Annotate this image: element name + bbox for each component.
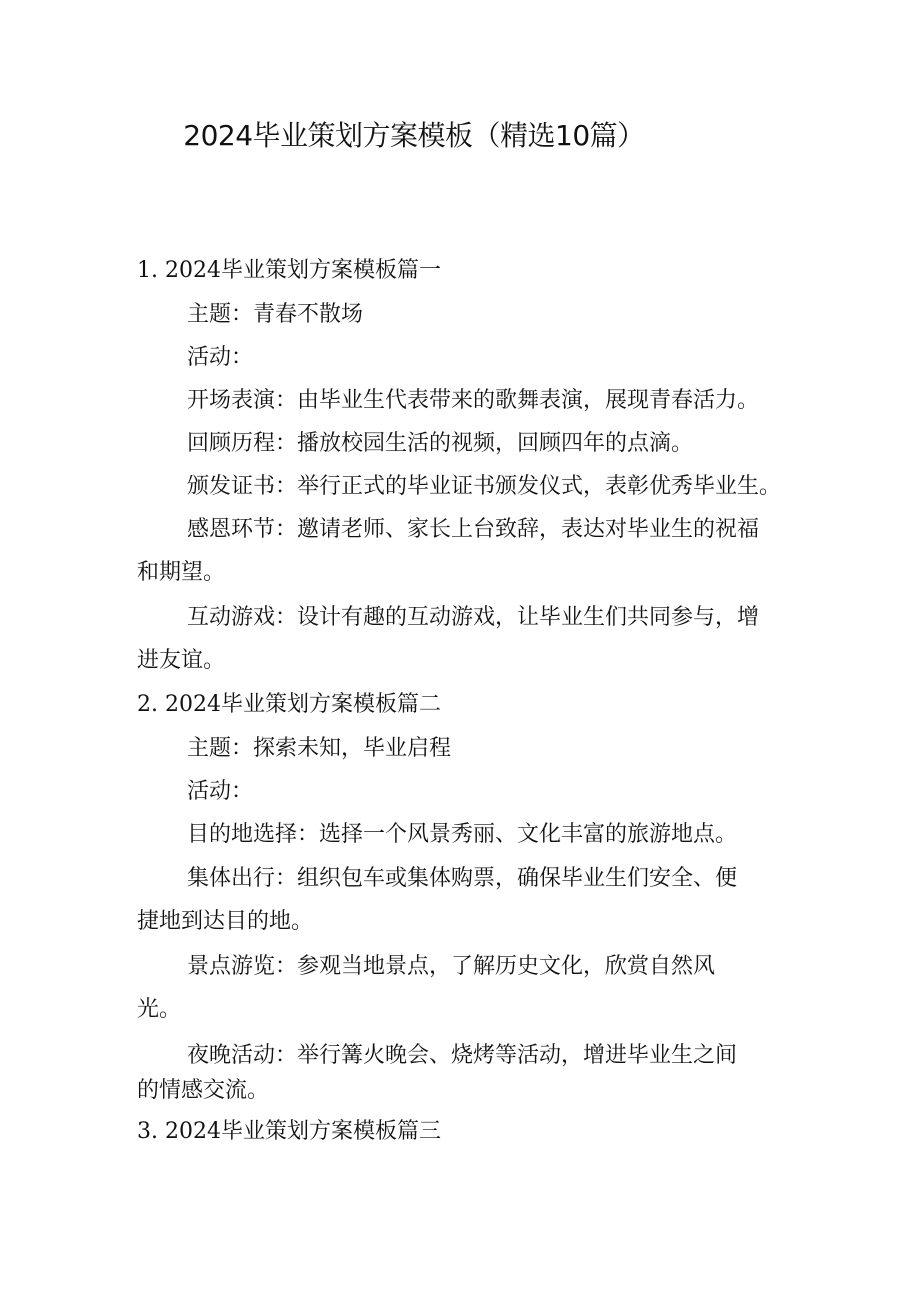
section-heading: 2. 2024毕业策划方案模板篇二 [137,692,441,717]
activities-label: 活动： [187,345,254,370]
paragraph-continuation: 和期望。 [137,560,226,585]
document-title: 2024毕业策划方案模板（精选10篇） [183,119,645,152]
paragraph-line: 目的地选择：选择一个风景秀丽、文化丰富的旅游地点。 [187,822,738,847]
paragraph-line: 颁发证书：举行正式的毕业证书颁发仪式，表彰优秀毕业生。 [187,474,782,499]
paragraph-continuation: 光。 [137,997,182,1022]
section-heading: 3. 2024毕业策划方案模板篇三 [137,1119,441,1144]
paragraph-line: 回顾历程：播放校园生活的视频，回顾四年的点滴。 [187,431,694,456]
theme-line: 主题：青春不散场 [187,302,364,327]
paragraph-line: 开场表演：由毕业生代表带来的歌舞表演，展现青春活力。 [187,388,760,413]
paragraph-continuation: 的情感交流。 [137,1078,270,1103]
paragraph-line: 互动游戏：设计有趣的互动游戏，让毕业生们共同参与，增 [187,605,760,630]
activities-label: 活动： [187,779,254,804]
paragraph-continuation: 进友谊。 [137,648,226,673]
paragraph-line: 景点游览：参观当地景点，了解历史文化，欣赏自然风 [187,954,716,979]
paragraph-line: 集体出行：组织包车或集体购票，确保毕业生们安全、便 [187,866,738,891]
paragraph-continuation: 捷地到达目的地。 [137,909,314,934]
theme-line: 主题：探索未知，毕业启程 [187,736,452,761]
paragraph-line: 夜晚活动：举行篝火晚会、烧烤等活动，增进毕业生之间 [187,1043,738,1068]
section-heading: 1. 2024毕业策划方案模板篇一 [137,258,441,283]
paragraph-line: 感恩环节：邀请老师、家长上台致辞，表达对毕业生的祝福 [187,517,760,542]
